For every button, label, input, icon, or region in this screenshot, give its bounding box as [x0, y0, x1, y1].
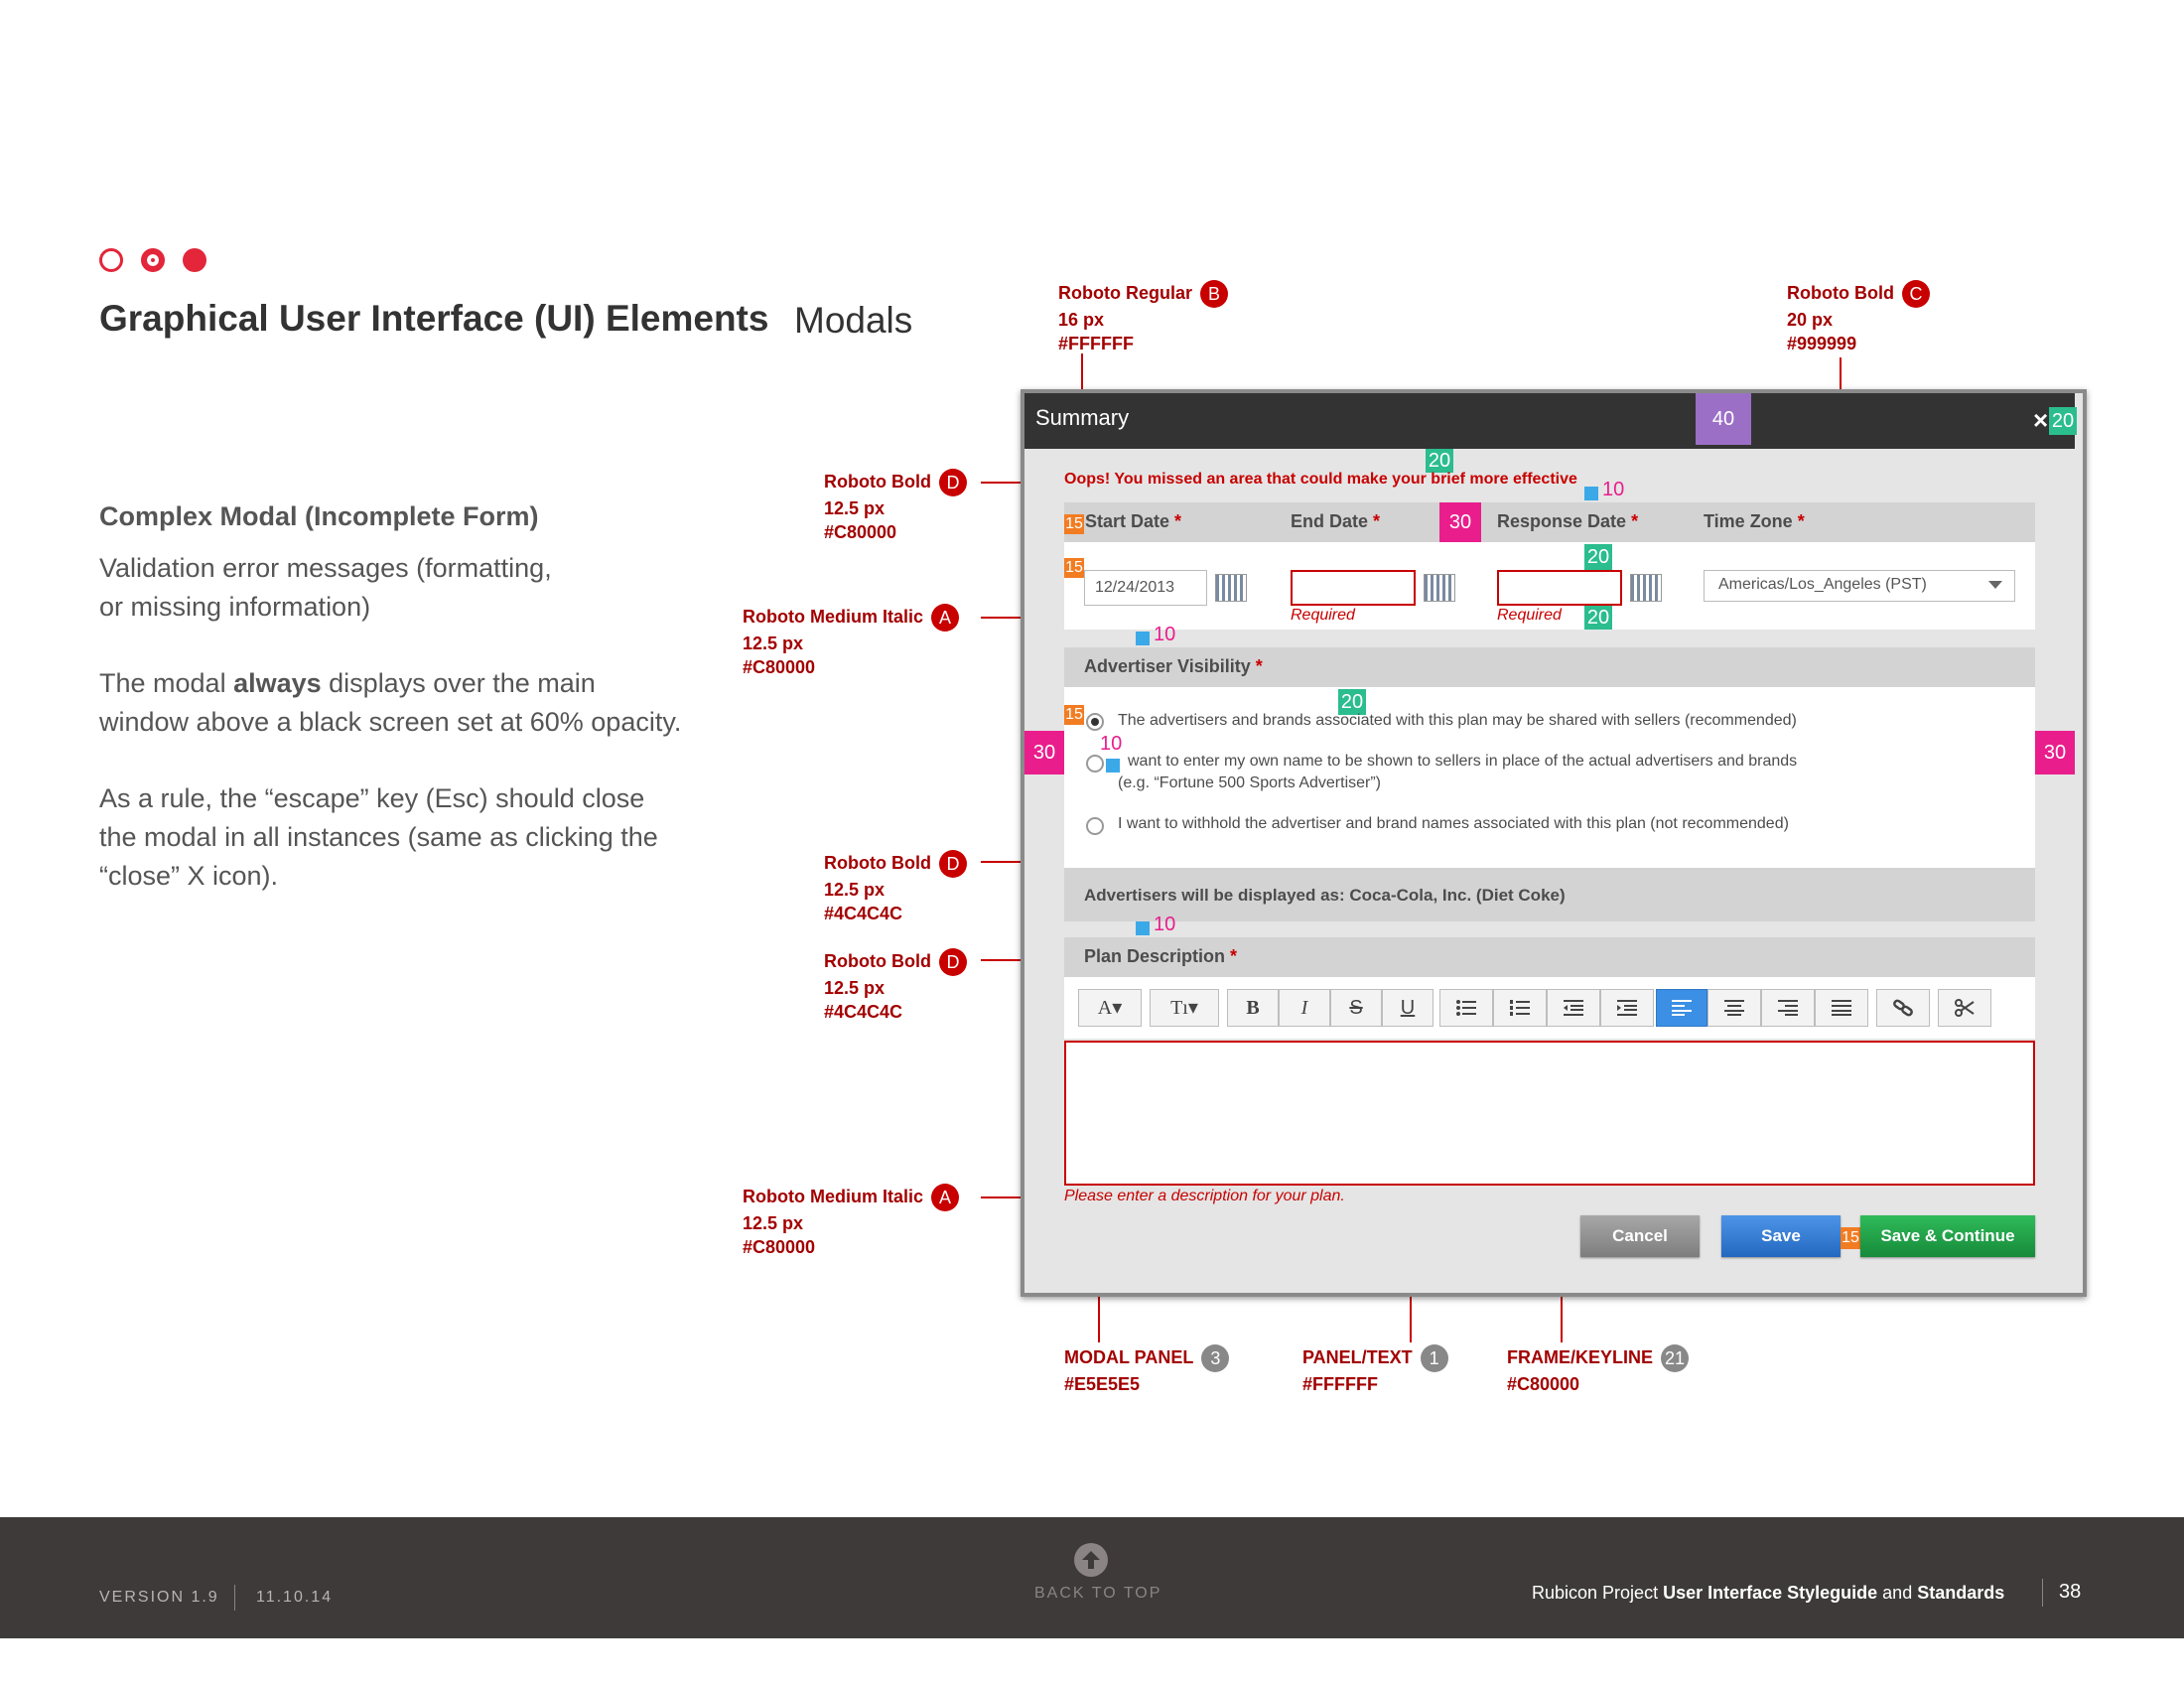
annotation-b — [1058, 280, 1228, 355]
calendar-icon[interactable] — [1630, 574, 1662, 602]
annotation-size: 16 px — [1058, 310, 1105, 330]
back-to-top-link[interactable]: BACK TO TOP — [1034, 1585, 1162, 1602]
spacing-marker: 15 — [1065, 706, 1083, 723]
annotation-color: #C80000 — [1507, 1374, 1580, 1394]
start-date-input[interactable]: 12/24/2013 — [1084, 570, 1207, 606]
annotation-badge: 1 — [1421, 1344, 1448, 1372]
annotation-badge: D — [939, 469, 967, 496]
response-date-label — [1497, 511, 1638, 532]
annotation-font: Roboto Regular — [1058, 282, 1192, 303]
desc-line — [99, 663, 596, 703]
close-icon[interactable]: × — [2033, 405, 2049, 435]
desc-line: window above a black screen set at 60% opacity. — [99, 707, 682, 737]
start-date-label — [1085, 511, 1181, 532]
annotation-font: Roboto Bold — [824, 852, 931, 873]
label-text: End Date — [1291, 511, 1369, 531]
annotation-font: Roboto Medium Italic — [743, 1186, 923, 1206]
outdent-icon[interactable] — [1547, 989, 1600, 1027]
visibility-label — [1084, 656, 1263, 677]
indent-icon[interactable] — [1600, 989, 1654, 1027]
footer-divider — [234, 1585, 235, 1611]
label-text: Advertiser Visibility — [1084, 656, 1251, 676]
annotation-badge: D — [939, 850, 967, 878]
annotation-badge: A — [931, 604, 959, 632]
radio-option-share[interactable] — [1086, 713, 1104, 731]
radio-label-withhold: I want to withhold the advertiser and brand names associated with this plan (not recommended) — [1118, 815, 1789, 832]
plan-label — [1084, 946, 1237, 967]
footer-brand-text: and — [1877, 1583, 1918, 1603]
annotation-badge: B — [1200, 280, 1228, 308]
required-star: * — [1797, 511, 1805, 531]
footer-brand-bold: Standards — [1917, 1583, 2005, 1603]
annotation-d3 — [824, 948, 967, 1024]
dot-ring-icon — [141, 248, 165, 272]
annotation-c — [1787, 280, 1930, 355]
calendar-icon[interactable] — [1424, 574, 1455, 602]
label-text: Response Date — [1497, 511, 1627, 531]
radio-option-own-name[interactable] — [1086, 755, 1104, 773]
dot-outline-icon — [99, 248, 123, 272]
spacing-marker: 30 — [1439, 502, 1481, 542]
desc-line: or missing information) — [99, 592, 371, 622]
error-message-top: Oops! You missed an area that could make your brief more effective — [1064, 471, 1577, 488]
required-star: * — [1631, 511, 1639, 531]
annotation-size: 12.5 px — [824, 978, 886, 998]
back-to-top-icon[interactable] — [1074, 1543, 1108, 1577]
response-date-error: Required — [1497, 607, 1562, 624]
calendar-icon[interactable] — [1215, 574, 1247, 602]
annotation-color: #4C4C4C — [824, 1002, 903, 1022]
annotation-size: 12.5 px — [824, 880, 886, 900]
time-zone-label — [1704, 511, 1805, 532]
spacing-marker — [1136, 921, 1150, 935]
radio-label-own-name: want to enter my own name to be shown to sellers in place of the actual advertisers and brands — [1128, 753, 1798, 770]
footer — [0, 1517, 2184, 1638]
label-text: Plan Description — [1084, 946, 1226, 966]
annotation-size: 12.5 px — [824, 498, 886, 518]
spacing-marker: 40 — [1696, 393, 1751, 445]
annotation-color: #4C4C4C — [824, 904, 903, 923]
label-text: Start Date — [1085, 511, 1170, 531]
footer-version: VERSION 1.9 — [99, 1589, 219, 1606]
desc-text: displays over the main — [321, 668, 596, 698]
annotation-color: #E5E5E5 — [1064, 1374, 1141, 1394]
spacing-marker: 10 — [1154, 914, 1176, 935]
spacing-marker: 10 — [1100, 733, 1123, 755]
modal-title: Summary — [1035, 405, 1130, 430]
cancel-button[interactable]: Cancel — [1580, 1215, 1700, 1257]
spacing-marker: 20 — [1584, 544, 1612, 570]
spacing-marker: 30 — [1024, 731, 1064, 774]
annotation-color: #C80000 — [743, 657, 816, 677]
time-zone-select[interactable] — [1704, 570, 2015, 602]
footer-divider — [2042, 1579, 2043, 1607]
required-star: * — [1230, 946, 1238, 966]
spacing-marker: 20 — [1584, 606, 1612, 630]
end-date-input[interactable] — [1291, 570, 1416, 606]
spacing-marker: 15 — [1841, 1227, 1860, 1249]
desc-line: “close” X icon). — [99, 861, 279, 891]
align-center-icon[interactable] — [1707, 989, 1761, 1027]
save-and-continue-button[interactable]: Save & Continue — [1860, 1215, 2035, 1257]
desc-line: Validation error messages (formatting, — [99, 553, 552, 583]
bullet-list-icon[interactable] — [1439, 989, 1493, 1027]
desc-text: The modal — [99, 668, 234, 698]
underline-button[interactable]: U — [1382, 989, 1433, 1027]
modal-header — [1024, 393, 2075, 449]
strikethrough-button[interactable]: S — [1330, 989, 1382, 1027]
desc-bold: always — [233, 668, 322, 698]
annotation-size: 12.5 px — [743, 633, 804, 653]
align-left-icon[interactable] — [1656, 989, 1707, 1027]
end-date-label — [1291, 511, 1380, 532]
spacing-marker: 15 — [1065, 515, 1083, 532]
required-star: * — [1174, 511, 1182, 531]
dot-filled-icon — [183, 248, 206, 272]
italic-button[interactable]: I — [1279, 989, 1330, 1027]
annotation-panel-text — [1302, 1344, 1448, 1396]
annotation-color: #C80000 — [824, 522, 897, 542]
annotation-badge: 21 — [1661, 1344, 1689, 1372]
annotation-size: 12.5 px — [743, 1213, 804, 1233]
time-zone-value: Americas/Los_Angeles (PST) — [1718, 576, 1927, 593]
radio-label-share: The advertisers and brands associated with this plan may be shared with sellers (recommended) — [1118, 712, 1797, 729]
save-button[interactable]: Save — [1721, 1215, 1841, 1257]
annotation-badge: A — [931, 1184, 959, 1211]
chevron-down-icon — [1988, 581, 2002, 589]
annotation-a2 — [743, 1184, 959, 1259]
radio-selected-dot — [1091, 718, 1099, 726]
spacing-marker: 20 — [1338, 689, 1366, 715]
annotation-color: #FFFFFF — [1058, 334, 1134, 353]
annotation-label: PANEL/TEXT — [1302, 1346, 1413, 1367]
required-star: * — [1255, 656, 1263, 676]
plan-description-editor[interactable] — [1064, 1041, 2035, 1186]
spacing-marker: 30 — [2035, 731, 2075, 774]
footer-brand — [1532, 1583, 2004, 1604]
required-star: * — [1373, 511, 1381, 531]
annotation-font: Roboto Bold — [1787, 282, 1894, 303]
section-heading: Complex Modal (Incomplete Form) — [99, 501, 539, 531]
footer-brand-text: Rubicon Project — [1532, 1583, 1664, 1603]
spacing-marker: 10 — [1154, 624, 1176, 645]
justify-icon[interactable] — [1815, 989, 1868, 1027]
align-right-icon[interactable] — [1761, 989, 1815, 1027]
annotation-modal-panel — [1064, 1344, 1229, 1396]
radio-option-withhold[interactable] — [1086, 817, 1104, 835]
footer-date: 11.10.14 — [256, 1589, 334, 1606]
spacing-marker — [1106, 759, 1120, 773]
annotation-color: #FFFFFF — [1302, 1374, 1378, 1394]
spacing-marker — [1136, 632, 1150, 645]
annotation-font: Roboto Bold — [824, 471, 931, 492]
page-title: Graphical User Interface (UI) Elements — [99, 298, 769, 339]
annotation-a1 — [743, 604, 959, 679]
spacing-marker: 15 — [1065, 559, 1083, 576]
annotation-size: 20 px — [1787, 310, 1834, 330]
spacing-marker: 20 — [1426, 449, 1453, 473]
annotation-frame — [1507, 1344, 1689, 1396]
visibility-display-text: Advertisers will be displayed as: Coca-Cola, Inc. (Diet Coke) — [1084, 886, 1566, 905]
spacing-marker: 20 — [2049, 407, 2077, 435]
spacing-marker: 10 — [1602, 479, 1625, 500]
annotation-font: Roboto Medium Italic — [743, 606, 923, 627]
annotation-d1 — [824, 469, 967, 544]
annotation-badge: D — [939, 948, 967, 976]
label-text: Time Zone — [1704, 511, 1793, 531]
bold-button[interactable]: B — [1227, 989, 1279, 1027]
numbered-list-icon[interactable] — [1493, 989, 1547, 1027]
annotation-d2 — [824, 850, 967, 925]
end-date-error: Required — [1291, 607, 1355, 624]
page-number: 38 — [2059, 1581, 2082, 1603]
spacing-marker — [1584, 487, 1598, 500]
annotation-label: FRAME/KEYLINE — [1507, 1346, 1654, 1367]
page-subtitle: Modals — [794, 300, 913, 341]
unlink-icon[interactable] — [1938, 989, 1991, 1027]
desc-line: As a rule, the “escape” key (Esc) should close — [99, 783, 645, 813]
plan-description-error: Please enter a description for your plan. — [1064, 1188, 1345, 1204]
annotation-color: #C80000 — [743, 1237, 816, 1257]
annotation-color: #999999 — [1787, 334, 1857, 353]
footer-brand-bold: User Interface Styleguide — [1663, 1583, 1878, 1603]
annotation-font: Roboto Bold — [824, 950, 931, 971]
font-family-button[interactable]: A▾ — [1078, 989, 1142, 1027]
response-date-input[interactable] — [1497, 570, 1622, 606]
annotation-badge: C — [1902, 280, 1930, 308]
font-size-button[interactable]: Tı▾ — [1150, 989, 1219, 1027]
desc-line: the modal in all instances (same as clicking the — [99, 822, 658, 852]
radio-label-own-name-example: (e.g. “Fortune 500 Sports Advertiser”) — [1118, 774, 1381, 791]
link-icon[interactable] — [1876, 989, 1930, 1027]
annotation-badge: 3 — [1201, 1344, 1229, 1372]
annotation-label: MODAL PANEL — [1064, 1346, 1194, 1367]
